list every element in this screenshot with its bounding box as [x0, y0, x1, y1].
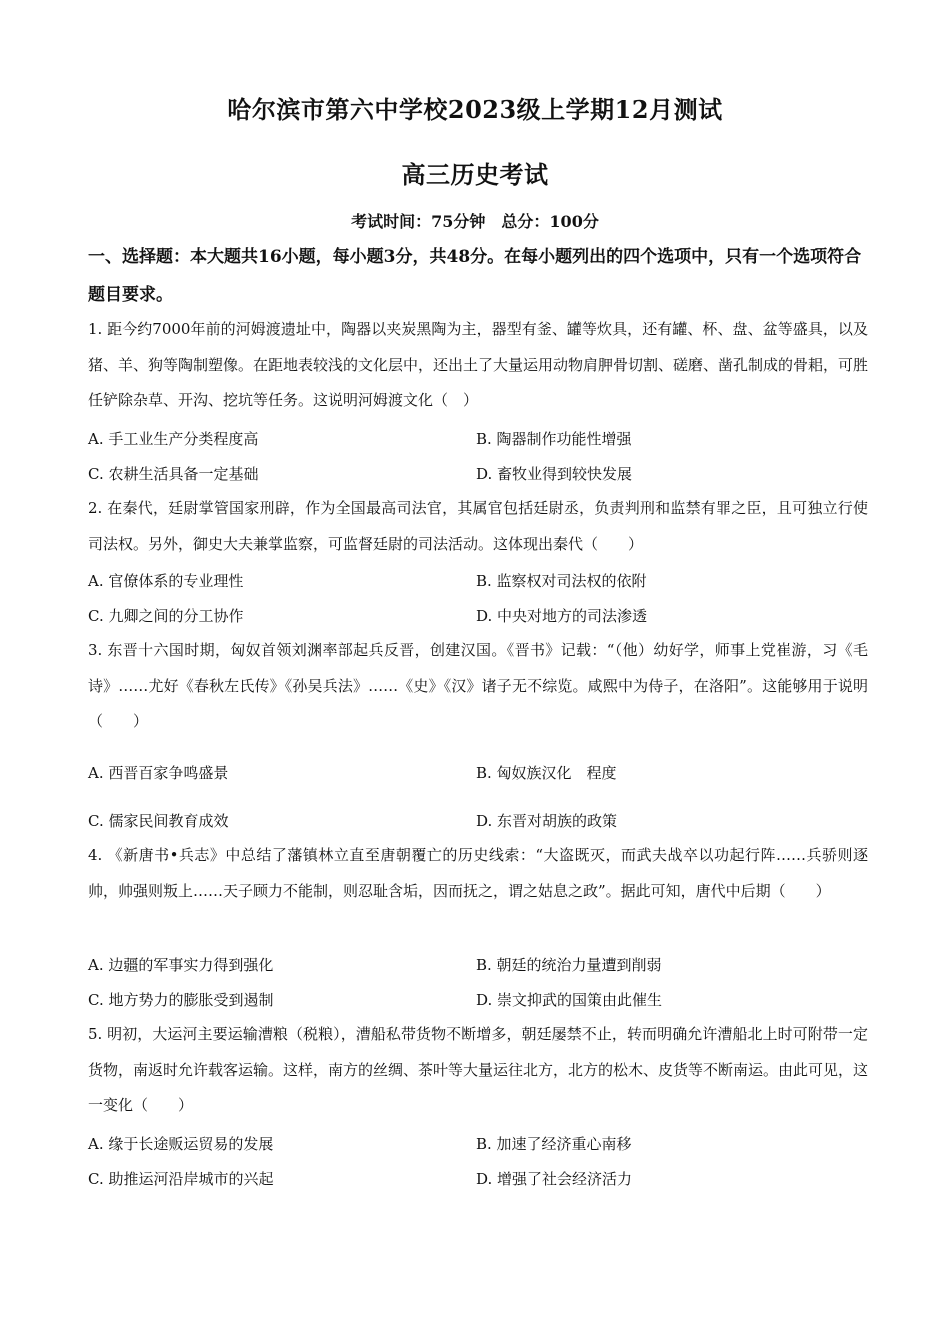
question-4-option-b: B. 朝廷的统治力量遭到削弱 [476, 956, 662, 974]
question-1-stem: 1. 距今约7000年前的河姆渡遗址中，陶器以夹炭黑陶为主，器型有釜、罐等炊具，还有罐、杯、盘、盆等盛具，以及猪、羊、狗等陶制塑像。在距地表较浅的文化层中，还出土了大量运用动物肩胛骨切割、磋磨、凿孔制成的骨耜，可胜任铲除杂草、开沟、挖坑等任务。这说明河姆渡文化（ ） [88, 320, 869, 409]
school-title: 哈尔滨市第六中学校2023级上学期12月测试 [227, 95, 723, 124]
question-3-option-b: B. 匈奴族汉化 程度 [476, 764, 617, 782]
question-4-option-a: A. 边疆的军事实力得到强化 [88, 956, 274, 974]
question-4-stem: 4. 《新唐书•兵志》中总结了藩镇林立直至唐朝覆亡的历史线索：“大盗既灭，而武夫战卒以功起行阵……兵骄则逐帅，帅强则叛上……天子顾力不能制，则忍耻含垢，因而抚之，谓之姑息之政”。据此可知，唐代中后期（ ） [88, 846, 868, 900]
question-1-option-b: B. 陶器制作功能性增强 [476, 430, 632, 448]
question-1-option-c: C. 农耕生活具备一定基础 [88, 465, 259, 483]
question-3-stem: 3. 东晋十六国时期，匈奴首领刘渊率部起兵反晋，创建汉国。《晋书》记载：“（他）幼好学，师事上党崔游，习《毛诗》……尤好《春秋左氏传》《孙吴兵法》……《史》《汉》诸子无不综览。咸熙中为侍子，在洛阳”。这能够用于说明（ ） [88, 641, 868, 730]
question-3-option-c: C. 儒家民间教育成效 [88, 812, 229, 830]
question-2-option-a: A. 官僚体系的专业理性 [88, 572, 244, 590]
question-2-option-c: C. 九卿之间的分工协作 [88, 607, 244, 625]
question-1-option-a: A. 手工业生产分类程度高 [88, 430, 259, 448]
question-2-option-b: B. 监察权对司法权的依附 [476, 572, 647, 590]
question-1-option-d: D. 畜牧业得到较快发展 [476, 465, 633, 483]
question-2-stem: 2. 在秦代，廷尉掌管国家刑辟，作为全国最高司法官，其属官包括廷尉丞，负责判刑和监禁有罪之臣，且可独立行使司法权。另外，御史大夫兼掌监察，可监督廷尉的司法活动。这体现出秦代（ ） [88, 499, 868, 553]
section-heading: 一、选择题：本大题共16小题，每小题3分，共48分。在每小题列出的四个选项中，只有一个选项符合题目要求。 [88, 247, 862, 305]
question-5-option-a: A. 缘于长途贩运贸易的发展 [88, 1135, 274, 1153]
question-5-option-d: D. 增强了社会经济活力 [476, 1170, 633, 1188]
question-4-option-d: D. 崇文抑武的国策由此催生 [476, 991, 663, 1009]
question-3-option-a: A. 西晋百家争鸣盛景 [88, 764, 229, 782]
question-5-option-c: C. 助推运河沿岸城市的兴起 [88, 1170, 274, 1188]
question-3-option-d: D. 东晋对胡族的政策 [476, 812, 618, 830]
exam-title: 高三历史考试 [401, 160, 549, 189]
question-4-option-c: C. 地方势力的膨胀受到遏制 [88, 991, 274, 1009]
exam-meta: 考试时间：75分钟 总分：100分 [351, 212, 599, 231]
question-2-option-d: D. 中央对地方的司法渗透 [476, 607, 648, 625]
question-5-stem: 5. 明初，大运河主要运输漕粮（税粮），漕船私带货物不断增多，朝廷屡禁不止，转而明确允许漕船北上时可附带一定货物，南返时允许载客运输。这样，南方的丝绸、茶叶等大量运往北方，北方的松木、皮货等不断南运。由此可见，这一变化（ ） [88, 1025, 869, 1114]
question-5-option-b: B. 加速了经济重心南移 [476, 1135, 632, 1153]
